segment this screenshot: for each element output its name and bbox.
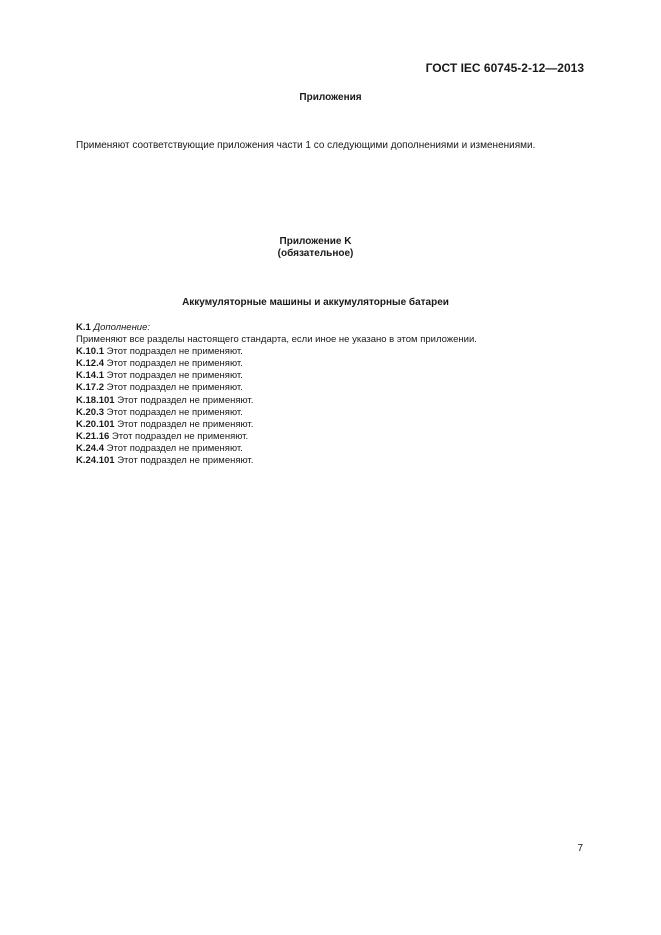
clause-line: [76, 322, 477, 334]
clause-text: Этот подраздел не применяют.: [106, 406, 243, 418]
clause-number: K.24.101: [76, 455, 115, 467]
clause-text: Этот подраздел не применяют.: [106, 358, 243, 370]
clause-number: K.12.4: [76, 358, 104, 370]
clause-number: K.14.1: [76, 370, 104, 382]
clause-text: Применяют все разделы настоящего стандарта, если иное не указано в этом приложении.: [76, 334, 477, 346]
clause-number: K.21.16: [76, 430, 110, 442]
annex-label: Приложение K: [279, 236, 352, 247]
clause-number: K.17.2: [76, 382, 104, 394]
clause-line: [76, 419, 477, 431]
clause-line: [76, 395, 477, 407]
clause-number: K.18.101: [76, 394, 115, 406]
clause-line: [76, 346, 477, 358]
clause-text: Этот подраздел не применяют.: [106, 370, 243, 382]
clause-number: K.20.101: [76, 418, 115, 430]
document-code: ГОСТ IEC 60745-2-12—2013: [425, 61, 584, 75]
clause-line: [76, 382, 477, 394]
annex-heading: [0, 236, 631, 260]
clause-line: [76, 358, 477, 370]
clause-line: [76, 455, 477, 467]
clause-text: Этот подраздел не применяют.: [117, 455, 254, 467]
annex-status: (обязательное): [277, 248, 354, 259]
clause-text: Этот подраздел не применяют.: [106, 346, 243, 358]
clause-number: K.10.1: [76, 346, 104, 358]
clause-number: K.20.3: [76, 406, 104, 418]
clause-line: [76, 334, 477, 346]
clause-line: [76, 370, 477, 382]
clause-text: Этот подраздел не применяют.: [106, 442, 243, 454]
clause-text: Этот подраздел не применяют.: [106, 382, 243, 394]
clause-line: [76, 407, 477, 419]
clause-text: Дополнение:: [93, 322, 151, 333]
annex-title: Аккумуляторные машины и аккумуляторные батареи: [182, 297, 449, 308]
section-title: Приложения: [299, 92, 362, 103]
clause-line: [76, 431, 477, 443]
clause-number: K.1: [76, 322, 91, 333]
clause-text: Этот подраздел не применяют.: [111, 430, 249, 442]
clause-number: K.24.4: [76, 442, 104, 454]
clause-list: [76, 322, 477, 467]
intro-paragraph: Применяют соответствующие приложения части 1 со следующими дополнениями и изменениями.: [76, 140, 536, 151]
clause-text: Этот подраздел не применяют.: [117, 418, 254, 430]
clause-text: Этот подраздел не применяют.: [117, 394, 254, 406]
clause-line: [76, 443, 477, 455]
page-number: 7: [577, 843, 583, 854]
